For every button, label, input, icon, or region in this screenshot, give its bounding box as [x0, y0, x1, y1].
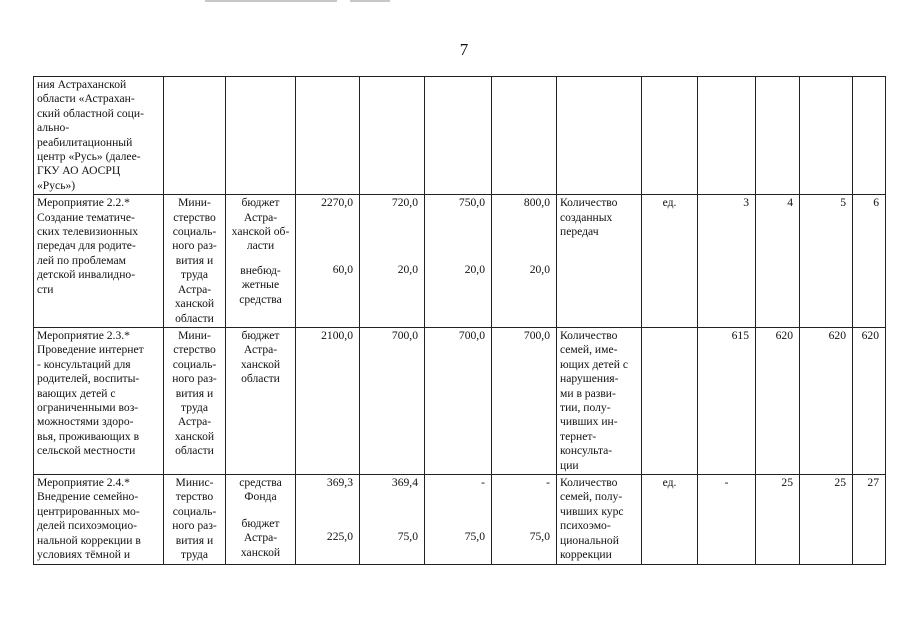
total-amount-1: 369,3: [326, 475, 353, 489]
executor: Мини- стерство социаль- ного раз- вития и труда Астра- ханской области: [164, 327, 226, 474]
target-year3: 620: [853, 327, 886, 474]
table-row: [34, 195, 886, 328]
base-value: 615: [698, 327, 756, 474]
total-cell: [296, 195, 360, 328]
spacer: [229, 505, 292, 517]
activity-name: Мероприятие 2.2.* Создание тематиче- ских телевизионных передач для родите- лей по проблемам детской инвалидно- сти: [34, 195, 164, 328]
target-year2: [800, 77, 853, 195]
page-number: 7: [459, 40, 469, 59]
executor: Минис- терство социаль- ного раз- вития и труда: [164, 474, 226, 564]
funding-source-1: бюджет Астра- ханской об- ласти: [231, 196, 290, 253]
spacer: [229, 254, 292, 264]
base-value: -: [698, 474, 756, 564]
target-year2: 25: [800, 474, 853, 564]
target-year3: [853, 77, 886, 195]
funding-source-1: средства Фонда: [239, 475, 282, 504]
indicator: [557, 77, 642, 195]
year1-cell: [360, 195, 425, 328]
year2-amount-1: 750,0: [458, 196, 485, 210]
year2-amount-2: 75,0: [464, 530, 485, 544]
program-activities-table: [33, 76, 886, 565]
year3-cell: [492, 474, 557, 564]
activity-name: Мероприятие 2.3.* Проведение интернет - консультаций для родителей, воспиты- вающих детей с ограниченными воз- можностями здоро- вья, проживающих в сельской местности: [34, 327, 164, 474]
spacer: [363, 490, 418, 530]
year3-cell: 700,0: [492, 327, 557, 474]
total-cell: 2100,0: [296, 327, 360, 474]
base-value: [698, 77, 756, 195]
table-row: [34, 474, 886, 564]
spacer: [299, 211, 353, 237]
indicator: Количество семей, полу- чивших курс психоэмо- циональной коррекции: [557, 474, 642, 564]
activity-name: Мероприятие 2.4.* Внедрение семейно- центрированных мо- делей психоэмоцио- нальной коррекции в условиях тёмной и: [34, 474, 164, 564]
year2-cell: [425, 474, 492, 564]
year2-cell: 700,0: [425, 327, 492, 474]
unit: ед.: [642, 195, 698, 328]
year3-cell: [492, 77, 557, 195]
total-cell: [296, 474, 360, 564]
year3-amount-1: 800,0: [523, 196, 550, 210]
spacer: [363, 211, 418, 263]
total-amount-2: 60,0: [332, 262, 353, 276]
year1-amount-2: 20,0: [397, 262, 418, 276]
table-row: [34, 77, 886, 195]
year3-amount-2: 20,0: [529, 262, 550, 276]
spacer: [299, 237, 353, 263]
target-year2: 5: [800, 195, 853, 328]
year3-cell: [492, 195, 557, 328]
funding-source-2: внебюд- жетные средства: [239, 263, 282, 306]
year2-cell: [425, 195, 492, 328]
executor: Мини- стерство социаль- ного раз- вития и труда Астра- ханской области: [164, 195, 226, 328]
funding-source: бюджет Астра- ханской области: [226, 327, 296, 474]
unit: ед.: [642, 474, 698, 564]
year3-amount-2: 75,0: [529, 530, 550, 544]
target-year3: 27: [853, 474, 886, 564]
target-year1: 25: [756, 474, 800, 564]
unit: [642, 77, 698, 195]
total-amount-1: 2270,0: [321, 196, 353, 210]
base-value: 3: [698, 195, 756, 328]
target-year2: 620: [800, 327, 853, 474]
year2-amount-2: 20,0: [464, 262, 485, 276]
year1-amount-1: 720,0: [391, 196, 418, 210]
scan-artifact: [350, 0, 390, 2]
total-cell: [296, 77, 360, 195]
unit: [642, 327, 698, 474]
spacer: [428, 211, 485, 263]
year1-cell: 700,0: [360, 327, 425, 474]
funding-source: [226, 195, 296, 328]
indicator: Количество семей, име- ющих детей с нарушения- ми в разви- тии, полу- чивших ин- тернет- консульта- ции: [557, 327, 642, 474]
funding-source: [226, 474, 296, 564]
total-amount-2: 225,0: [326, 530, 353, 544]
target-year1: [756, 77, 800, 195]
year1-cell: [360, 77, 425, 195]
spacer: [299, 490, 353, 530]
year3-amount-1: -: [546, 475, 550, 489]
funding-source: [226, 77, 296, 195]
year2-amount-1: -: [481, 475, 485, 489]
year2-cell: [425, 77, 492, 195]
year1-amount-2: 75,0: [397, 530, 418, 544]
target-year1: 4: [756, 195, 800, 328]
activity-name: ния Астраханской области «Астрахан- ский областной соци- ально- реабилитационный центр «Русь» (далее- ГКУ АО АОСРЦ «Русь»): [34, 77, 164, 195]
funding-source-2: бюджет Астра- ханской: [240, 516, 281, 559]
target-year1: 620: [756, 327, 800, 474]
scan-artifact: [205, 0, 337, 2]
year1-cell: [360, 474, 425, 564]
spacer: [495, 490, 550, 530]
indicator: Количество созданных передач: [557, 195, 642, 328]
spacer: [495, 211, 550, 263]
year1-amount-1: 369,4: [391, 475, 418, 489]
spacer: [428, 490, 485, 530]
target-year3: 6: [853, 195, 886, 328]
table-row: [34, 327, 886, 474]
executor: [164, 77, 226, 195]
